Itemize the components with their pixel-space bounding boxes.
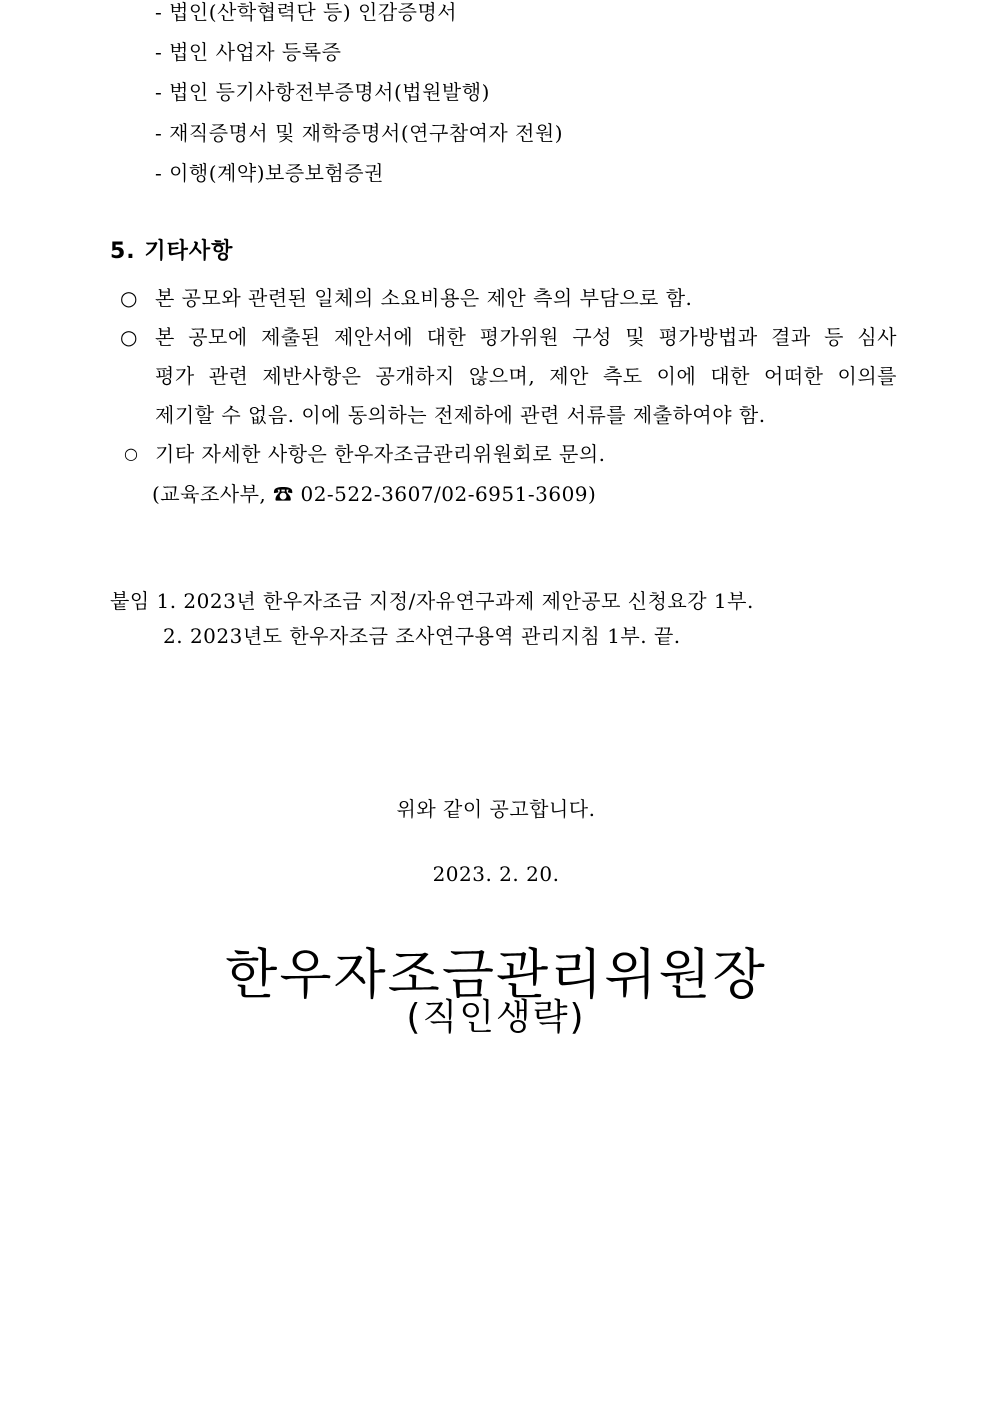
- closing-statement: 위와 같이 공고합니다.: [396, 797, 596, 821]
- signatory-title: 한우자조금관리위원장: [225, 943, 767, 1006]
- small-circle-icon: ○: [124, 444, 138, 463]
- document-item-seal-certificate: - 법인(산학협력단 등) 인감증명서: [155, 0, 458, 24]
- notice-item-evaluation-line1: 본 공모에 제출된 제안서에 대한 평가위원 구성 및 평가방법과 결과 등 심사: [155, 325, 897, 349]
- notice-item-evaluation-line3: 제기할 수 없음. 이에 동의하는 전제하에 관련 서류를 제출하여야 함.: [155, 403, 766, 427]
- document-item-registry-certificate: - 법인 등기사항전부증명서(법원발행): [155, 80, 490, 104]
- seal-omitted-note: (직인생략): [406, 997, 586, 1038]
- bullet-circle-icon: ○: [120, 325, 138, 349]
- attachment-item-1: 붙임 1. 2023년 한우자조금 지정/자유연구과제 제안공모 신청요강 1부.: [110, 589, 754, 613]
- document-item-business-registration: - 법인 사업자 등록증: [155, 40, 342, 64]
- document-item-guarantee-insurance: - 이행(계약)보증보험증권: [155, 161, 384, 185]
- notice-item-costs: 본 공모와 관련된 일체의 소요비용은 제안 측의 부담으로 함.: [155, 286, 693, 310]
- attachment-item-2: 2. 2023년도 한우자조금 조사연구용역 관리지침 1부. 끝.: [163, 624, 681, 648]
- section-heading: 5. 기타사항: [110, 239, 234, 264]
- notice-item-evaluation-line2: 평가 관련 제반사항은 공개하지 않으며, 제안 측도 이에 대한 어떠한 이의를: [155, 364, 897, 388]
- announcement-date: 2023. 2. 20.: [432, 862, 560, 886]
- contact-phone: (교육조사부, ☎ 02-522-3607/02-6951-3609): [152, 482, 597, 506]
- document-item-employment-certificate: - 재직증명서 및 재학증명서(연구참여자 전원): [155, 121, 564, 145]
- notice-item-contact: 기타 자세한 사항은 한우자조금관리위원회로 문의.: [155, 442, 606, 466]
- bullet-circle-icon: ○: [120, 286, 138, 310]
